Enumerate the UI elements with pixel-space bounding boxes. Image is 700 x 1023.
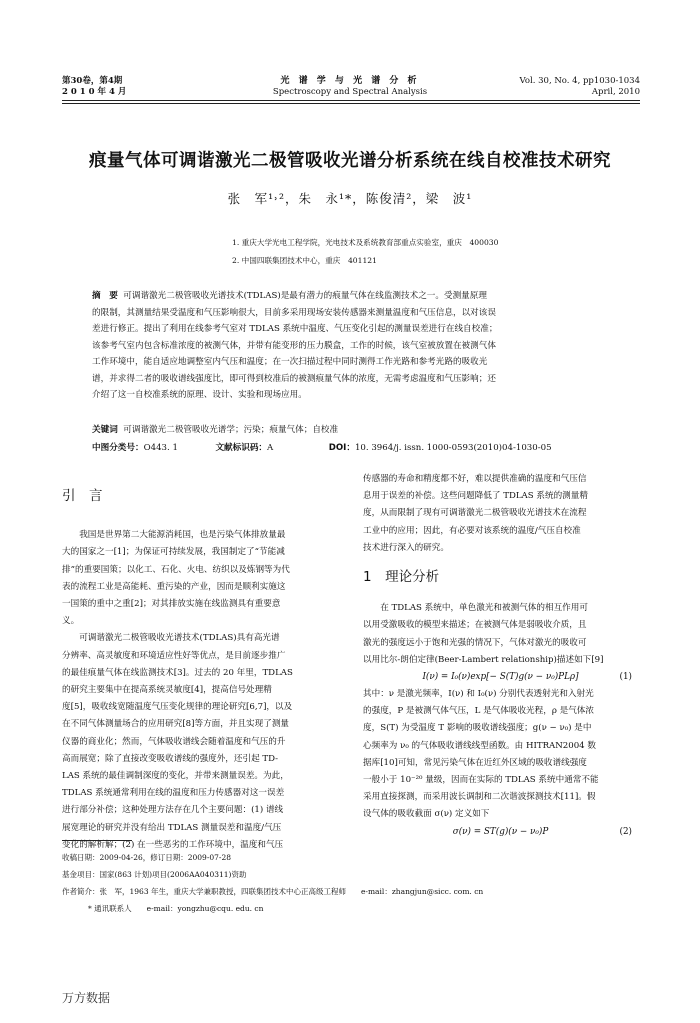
affiliation-1: 1. 重庆大学光电工程学院，光电技术及系统教育部重点实验室，重庆 400030	[232, 238, 499, 247]
intro-line: 分辨率、高灵敏度和环境适应性好等优点，是目前逐步推广	[62, 650, 286, 661]
equation-2-body: σ(ν) = ST(g)(ν − ν₀)P	[452, 826, 549, 837]
keywords-label: 关键词	[92, 425, 118, 435]
equation-1-body: I(ν) = I₀(ν)exp[− S(T)g(ν − ν₀)PLρ]	[422, 672, 579, 683]
doc-code-label: 文献标识码：	[215, 443, 268, 453]
body-line: 度，S(T) 为受温度 T 影响的吸收谱线强度；g(ν − ν₀) 是中	[363, 723, 592, 734]
intro-line: 可调谐激光二极管吸收光谱技术(TDLAS)具有高光谱	[79, 633, 280, 644]
body-line: 以用受激吸收的模型来描述；在被测气体是弱吸收介质，且	[363, 620, 587, 631]
intro-line: 仪器的商业化；然而，气体吸收谱线会随着温度和气压的升	[62, 736, 286, 747]
keywords	[92, 423, 612, 435]
equation-1	[363, 669, 638, 686]
date-cn: 2 0 1 0 年 4 月	[62, 87, 127, 97]
affiliation-2: 2. 中国四联集团技术中心，重庆 401121	[232, 256, 377, 265]
left-column	[62, 486, 342, 854]
abstract-line: 介绍了这一自校准系统的原理、设计、实验和现场应用。	[92, 390, 307, 400]
body-line: 息用于误差的补偿。这些问题降低了 TDLAS 系统的测量精	[363, 491, 588, 502]
intro-line: 排”的重要国策；以化工、石化、火电、纺织以及炼钢等为代	[62, 564, 290, 575]
right-column	[363, 471, 638, 841]
footnote-rule	[62, 840, 132, 841]
journal-name	[250, 76, 450, 98]
issue-info	[520, 76, 640, 98]
body-line: 在 TDLAS 系统中，单色激光和被测气体的相互作用可	[380, 603, 588, 614]
author-list: 张 军¹˒²，朱 永¹*，陈俊清²，梁 波¹	[227, 191, 473, 206]
intro-line: 在不同气体测量场合的应用研究[8]等方面，并且实现了测量	[62, 719, 290, 730]
fund-info: 基金项目：国家(863 计划)项目(2006AA040311)资助	[62, 870, 247, 879]
received-date: 收稿日期：2009-04-26，修订日期：2009-07-28	[62, 853, 231, 862]
body-line: 心频率为 ν₀ 的气体吸收谱线线型函数。由 HITRAN2004 数	[363, 740, 596, 751]
abstract-line: 可调谐激光二极管吸收光谱技术(TDLAS)是最有潜力的痕量气体在线监测技术之一。受测量原理	[123, 291, 487, 301]
date-en: April, 2010	[591, 87, 640, 97]
equation-1-number: (1)	[619, 672, 632, 683]
keywords-text: 可调谐激光二极管吸收光谱学；污染；痕量气体；自校准	[123, 425, 339, 435]
classification-row	[92, 441, 612, 453]
intro-line: TDLAS 系统通常利用在线的温度和压力传感器对这一误差	[62, 788, 285, 799]
author-bio: 作者简介：张 军，1963 年生，重庆大学兼职教授，四联集团技术中心正高级工程师 e-mail：zhangjun@sicc. com. cn	[62, 887, 484, 896]
intro-line: 一国策的重中之重[2]；对其排放实施在线监测具有重要意	[62, 599, 281, 610]
body-line: 技术进行深入的研究。	[363, 542, 449, 553]
intro-line: 的研究主要集中在提高系统灵敏度[4]，提高信号处理精	[62, 685, 272, 696]
watermark: 万方数据	[62, 991, 111, 1005]
intro-line: 义。	[62, 616, 80, 627]
body-line: 传感器的寿命和精度都不好，难以提供准确的温度和气压信	[363, 474, 587, 484]
doc-code: A	[267, 443, 274, 453]
corresponding-author: * 通讯联系人 e-mail：yongzhu@cqu. edu. cn	[88, 904, 264, 913]
header-rule	[62, 100, 640, 101]
intro-line: 的最佳痕量气体在线监测技术[3]。过去的 20 年里，TDLAS	[62, 667, 293, 678]
body-line: 设气体的吸收截面 σ(ν) 定义如下	[363, 809, 490, 820]
doi-label: DOI：	[328, 443, 355, 453]
doi-value: 10. 3964/j. issn. 1000-0593(2010)04-1030-05	[354, 443, 552, 453]
body-line: 激光的强度远小于饱和光强的情况下，气体对激光的吸收可	[363, 637, 587, 648]
section-heading-theory: 1 理论分析	[363, 569, 440, 586]
intro-line: LAS 系统的最佳调制深度的变化，并带来测量误差。为此，	[62, 771, 289, 782]
body-line: 采用直接探测，而采用波长调制和二次谐波探测技术[11]。假	[363, 792, 596, 803]
body-line: 工业中的应用；因此，有必要对该系统的温度/气压自校准	[363, 525, 581, 536]
abstract-label: 摘 要	[92, 291, 118, 301]
body-line: 据库[10]可知，常见污染气体在近红外区域的吸收谱线强度	[363, 757, 587, 768]
volume-info	[62, 76, 126, 98]
intro-line: 我国是世界第二大能源消耗国，也是污染气体排放量最	[79, 530, 286, 541]
intro-line: 大的国家之一[1]；为保证可持续发展，我国制定了“节能减	[62, 547, 285, 558]
intro-line: 展宽理论的研究并没有给出 TDLAS 测量误差和温度/气压	[62, 822, 282, 833]
body-line: 一般小于 10⁻²⁰ 量级，因而在实际的 TDLAS 系统中通常不能	[363, 775, 599, 786]
abstract-line: 的限制，其测量结果受温度和气压影响很大，目前多采用现场安装传感器来测量温度和气压信息，以对该误	[92, 307, 496, 318]
abstract	[92, 288, 612, 404]
intro-line: 度[5]，吸收线宽随温度气压变化规律的理论研究[6,7]，以及	[62, 702, 293, 713]
body-line: 度，从而限制了现有可调谐激光二极管吸收光谱技术在流程	[363, 508, 587, 519]
paper-title: 痕量气体可调谐激光二极管吸收光谱分析系统在线自校准技术研究	[89, 151, 611, 171]
body-line: 其中：ν 是激光频率，I(ν) 和 I₀(ν) 分别代表透射光和入射光	[363, 689, 594, 700]
volume-cn: 第30卷，第4期	[62, 76, 123, 86]
intro-heading: 引 言	[62, 488, 103, 504]
volume-en: Vol. 30, No. 4, pp1030-1034	[519, 76, 640, 86]
intro-line: 高而展宽；除了直接改变吸收谱线的强度外，还引起 TD-	[62, 753, 279, 764]
equation-2-number: (2)	[619, 826, 632, 837]
clc-code: O443. 1	[143, 443, 178, 453]
journal-name-cn: 光 谱 学 与 光 谱 分 析	[280, 76, 420, 86]
abstract-line: 工作环境中，能自适应地调整室内气压和温度；在一次扫描过程中同时测得工作光路和参考光路的吸收光	[92, 357, 488, 367]
abstract-line: 谱，并求得二者的吸收谱线强度比，即可得到校准后的被测痕量气体的浓度，无需考虑温度和气压影响；还	[92, 373, 496, 384]
abstract-line: 该参考气室内包含标准浓度的被测气体，并带有能变形的压力膜盒，工作的时候，该气室被放置在被测气体	[92, 340, 496, 351]
body-line: 以用比尔-朗伯定律(Beer-Lambert relationship)描述如下[9]	[363, 654, 604, 665]
clc-label: 中图分类号：	[92, 443, 144, 453]
header-rule-2	[62, 103, 640, 104]
body-line: 的强度，P 是被测气体气压，L 是气体吸收光程，ρ 是气体浓	[363, 706, 594, 717]
intro-line: 变化的解析解；(2) 在一些恶劣的工作环境中，温度和气压	[62, 839, 284, 850]
equation-2	[363, 824, 638, 841]
intro-line: 进行部分补偿；这种处理方法存在几个主要问题：(1) 谱线	[62, 805, 284, 816]
abstract-line: 差进行修正。提出了利用在线参考气室对 TDLAS 系统中温度、气压变化引起的测量误差进行在线自校准；	[92, 324, 498, 334]
journal-name-en: Spectroscopy and Spectral Analysis	[272, 87, 428, 97]
intro-line: 表的流程工业是高能耗、重污染的产业，因而是顺利实施这	[62, 581, 286, 592]
